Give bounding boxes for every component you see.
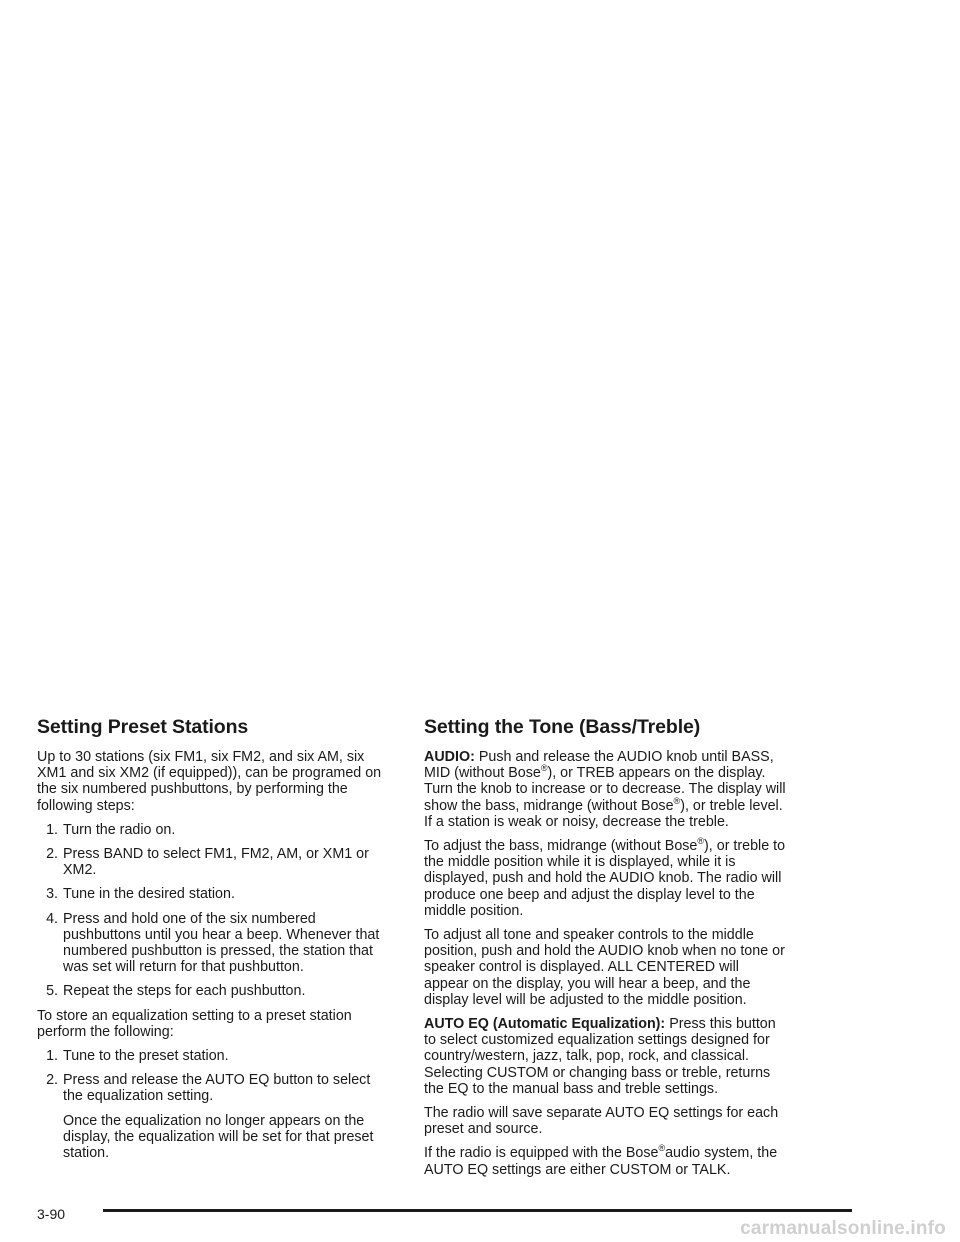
step-number: 4.	[46, 910, 58, 927]
autoeq-paragraph	[424, 1016, 786, 1097]
step-text: Press and release the AUTO EQ button to select the equalization setting.	[63, 1072, 371, 1105]
registered-mark: ®	[697, 836, 705, 847]
audio-text-part-c: ), or treble level. If a station is weak or noisy, decrease the treble.	[424, 797, 783, 830]
autoeq-text: Press this button to select customized equalization settings designed for country/western, jazz, talk, pop, rock, and classical. Selecting CUSTOM or changing bass or treble, returns the EQ to the manual bass and treble settings.	[424, 1016, 776, 1097]
step-number: 3.	[46, 886, 58, 903]
adjust-text-part-a: To adjust the bass, midrange (without Bose	[424, 838, 698, 855]
bose-text-part-b: audio system, the AUTO EQ settings are either CUSTOM or TALK.	[424, 1145, 778, 1178]
footer-divider	[103, 1209, 852, 1212]
list-item	[37, 983, 391, 999]
audio-text-part-b: ), or TREB appears on the display. Turn the knob to increase or to decrease. The display will show the bass, midrange (without Bose	[424, 765, 786, 814]
bose-paragraph	[424, 1145, 786, 1177]
step-number: 1.	[46, 1048, 58, 1065]
audio-lead-label: AUDIO:	[424, 749, 475, 765]
step-text: Press BAND to select FM1, FM2, AM, or XM1 or XM2.	[63, 846, 369, 879]
watermark: carmanualsonline.info	[740, 1218, 946, 1239]
eq-note-paragraph: Once the equalization no longer appears on the display, the equalization will be set for that preset station.	[63, 1112, 374, 1162]
step-text: Press and hold one of the six numbered pushbuttons until you hear a beep. Whenever that numbered pushbutton is pressed, the station that was set will return for that pushbutton.	[63, 910, 380, 976]
right-column	[424, 716, 786, 1186]
audio-paragraph	[424, 749, 786, 830]
list-item	[37, 1072, 391, 1104]
registered-mark: ®	[658, 1143, 666, 1154]
list-item	[37, 911, 391, 976]
all-tone-paragraph: To adjust all tone and speaker controls to the middle position, push and hold the AUDIO knob when no tone or speaker control is displayed. ALL CENTERED will appear on the display, you will hear a beep, and the display level will be adjusted to the middle position.	[424, 927, 785, 1008]
step-text: Repeat the steps for each pushbutton.	[63, 983, 306, 1000]
adjust-text-part-b: ), or treble to the middle position while it is displayed, while it is displayed, push and hold the AUDIO knob. The radio will produce one beep and adjust the display level to the middle position.	[424, 838, 786, 919]
step-number: 5.	[46, 983, 58, 1000]
list-item	[37, 1048, 391, 1064]
save-settings-paragraph: The radio will save separate AUTO EQ settings for each preset and source.	[424, 1105, 779, 1138]
adjust-paragraph	[424, 838, 786, 919]
section-heading-preset-stations: Setting Preset Stations	[37, 716, 249, 738]
left-column	[37, 716, 391, 1169]
registered-mark: ®	[673, 795, 681, 806]
autoeq-lead-label: AUTO EQ (Automatic Equalization):	[424, 1016, 666, 1033]
step-text: Turn the radio on.	[63, 821, 176, 838]
step-text: Tune to the preset station.	[63, 1048, 229, 1065]
step-number: 2.	[46, 1072, 58, 1089]
eq-intro-paragraph: To store an equalization setting to a preset station perform the following:	[37, 1007, 352, 1040]
registered-mark: ®	[540, 763, 548, 774]
bose-text-part-a: If the radio is equipped with the Bose	[424, 1145, 659, 1162]
step-number: 2.	[46, 846, 58, 863]
audio-text-part-a: Push and release the AUDIO knob until BASS, MID (without Bose	[424, 749, 774, 782]
list-item	[37, 846, 391, 878]
list-item	[37, 822, 391, 838]
step-number: 1.	[46, 821, 58, 838]
section-heading-tone: Setting the Tone (Bass/Treble)	[424, 716, 701, 738]
step-text: Tune in the desired station.	[63, 886, 235, 903]
page-number: 3-90	[37, 1206, 66, 1222]
preset-intro-paragraph: Up to 30 stations (six FM1, six FM2, and six AM, six XM1 and six XM2 (if equipped)), can be programed on the six numbered pushbuttons, by performing the following steps:	[37, 749, 382, 814]
list-item	[37, 886, 391, 902]
